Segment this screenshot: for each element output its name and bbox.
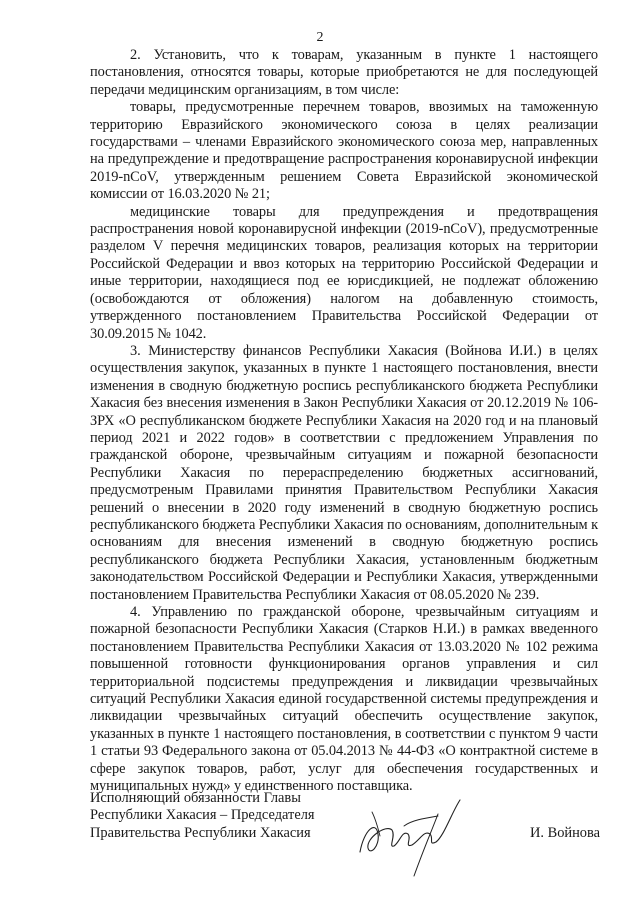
signatory-title-line: Правительства Республики Хакасия	[90, 824, 311, 841]
signatory-title-line: Исполняющий обязанности Главы	[90, 790, 301, 806]
signature-block	[90, 790, 600, 880]
page-number: 2	[316, 30, 324, 45]
paragraph-2: 2. Установить, что к товарам, указанным в пункте 1 настоящего постановления, относятся товары, которые приобретаются не для последующей передачи медицинским организациям, в том числе:	[90, 47, 598, 98]
signatory-title	[90, 790, 315, 842]
paragraph-3: 3. Министерству финансов Республики Хакасия (Войнова И.И.) в целях осуществления закупок, указанных в пункте 1 настоящего постановления, внести изменения в сводную бюджетную роспись республиканского бюджета Республики Хакасия без внесения изменения в Закон Республики Хакасия от 20.12.2019 № 106-ЗРХ «О республиканском бюджете Республики Хакасия на 2020 год и на плановый период 2021 и 2022 годов» в соответствии с предложением Управления по гражданской обороне, чрезвычайным ситуациям и пожарной безопасности Республики Хакасия по перераспределению бюджетных ассигнований, предусмотреным Правилами принятия Правительством Республики Хакасия решений о внесении в 2020 году изменений в сводную бюджетную роспись республиканского бюджета Республики Хакасия по основаниям, дополнительным к основаниям для внесения изменений в сводную бюджетную роспись республиканского бюджета Республики Хакасия, установленным бюджетным законодательством Российской Федерации и Республики Хакасия, утвержденными постановлением Правительства Республики Хакасия от 08.05.2020 № 239.	[90, 342, 598, 603]
paragraph-2-item-eaeu-goods: товары, предусмотренные перечнем товаров, ввозимых на таможенную территорию Евразийского экономического союза в целях реализации государствами – членами Евразийского экономического союза мер, направленных на предупреждение и предотвращение распространения коронавирусной инфекции 2019-nCoV, утвержденным решением Совета Евразийской экономической комиссии от 16.03.2020 № 21;	[90, 99, 598, 203]
handwritten-signature	[342, 790, 467, 880]
paragraph-2-item-medical-goods: медицинские товары для предупреждения и предотвращения распространения новой коронавирусной инфекции (2019-nCoV), предусмотренные разделом V перечня медицинских товаров, реализация которых на территории Российской Федерации и ввоз которых на территорию Российской Федерации и иные территории, находящиеся под ее юрисдикцией, не подлежат обложению (освобождаются от обложения) налогом на добавленную стоимость, утвержденного постановлением Правительства Российской Федерации от 30.09.2015 № 1042.	[90, 203, 598, 342]
signatory-title-line: Республики Хакасия – Председателя	[90, 807, 315, 824]
signatory-name: И. Войнова	[530, 824, 600, 841]
paragraph-4: 4. Управлению по гражданской обороне, чрезвычайным ситуациям и пожарной безопасности Республики Хакасия (Старков Н.И.) в рамках введенного постановлением Правительства Республики Хакасия от 13.03.2020 № 102 режима повышенной готовности функционирования органов управления и сил территориальной подсистемы предупреждения и ликвидации чрезвычайных ситуаций Республики Хакасия единой государственной системы предупреждения и ликвидации чрезвычайных ситуаций обеспечить осуществление закупок, указанных в пункте 1 настоящего постановления, в соответствии с пунктом 9 части 1 статьи 93 Федерального закона от 05.04.2013 № 44-ФЗ «О контрактной системе в сфере закупок товаров, работ, услуг для обеспечения государственных и муниципальных нужд» у единственного поставщика.	[90, 604, 598, 795]
document-body	[90, 47, 598, 795]
